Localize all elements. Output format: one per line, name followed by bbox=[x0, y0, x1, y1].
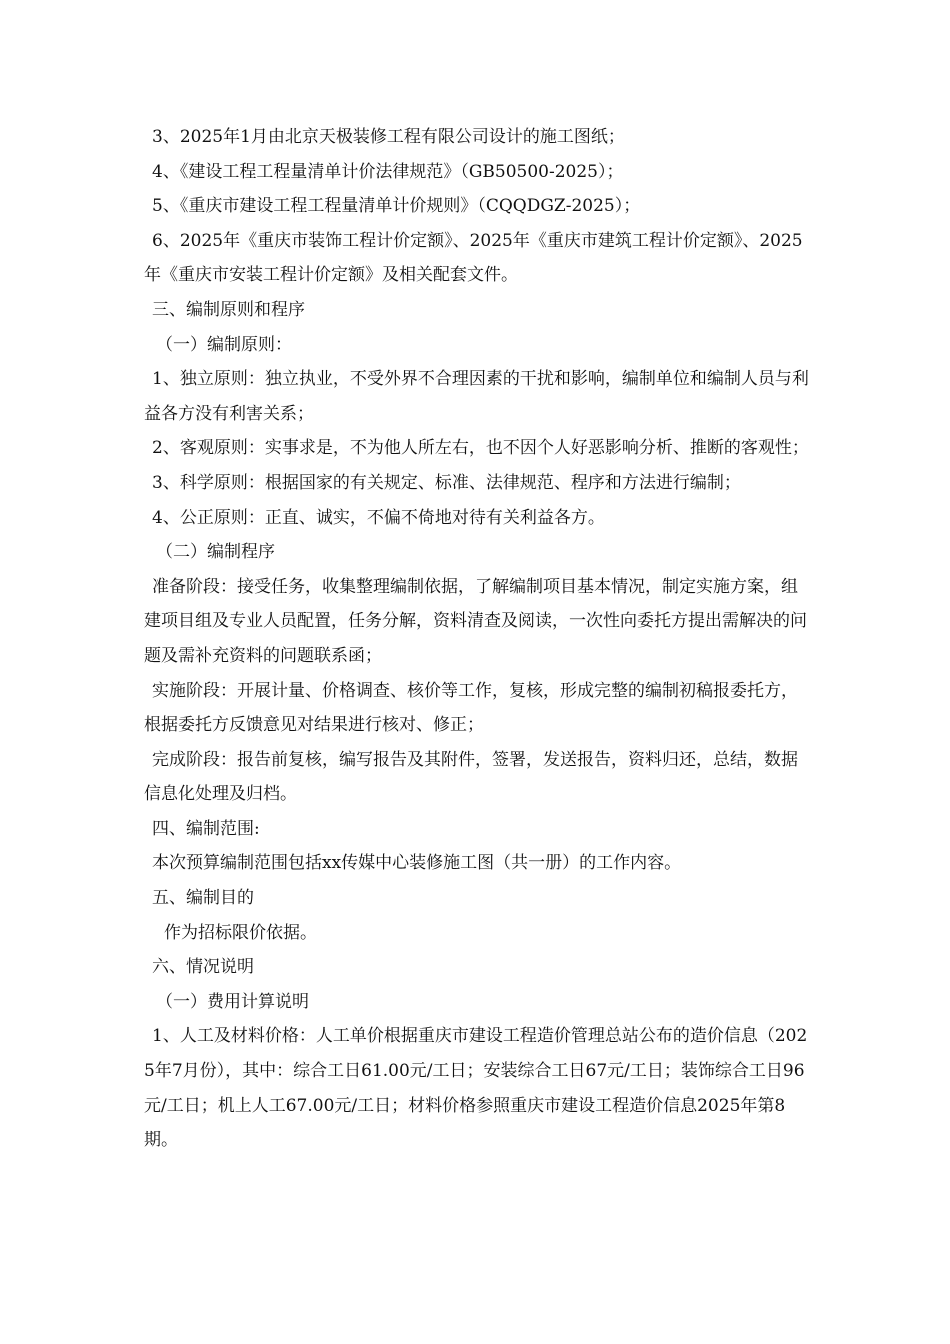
heading-principles-procedure: 三、编制原则和程序 bbox=[152, 299, 305, 320]
paragraph-basis-5: 5、《重庆市建设工程工程量清单计价规则》（CQQDGZ-2025）； bbox=[152, 196, 641, 217]
paragraph-principle-2: 2、客观原则：实事求是，不为他人所左右，也不因个人好恶影响分析、推断的客观性； bbox=[152, 438, 809, 459]
heading-scope: 四、编制范围: bbox=[152, 818, 260, 839]
subheading-principles: （一）编制原则： bbox=[156, 334, 292, 355]
subheading-procedure: （二）编制程序 bbox=[156, 542, 275, 563]
paragraph-stage-prepare: 准备阶段：接受任务，收集整理编制依据，了解编制项目基本情况，制定实施方案，组建项目组及专业人员配置，任务分解，资料清查及阅读，一次性向委托方提出需解决的问题及需补充资料的问题联系函； bbox=[144, 576, 807, 666]
paragraph-basis-6: 6、2025年《重庆市装饰工程计价定额》、2025年《重庆市建筑工程计价定额》、2025年《重庆市安装工程计价定额》及相关配套文件。 bbox=[144, 230, 803, 286]
heading-purpose: 五、编制目的 bbox=[152, 888, 254, 909]
paragraph-basis-4: 4、《建设工程工程量清单计价法律规范》（GB50500-2025）； bbox=[152, 161, 624, 182]
paragraph-principle-3: 3、科学原则：根据国家的有关规定、标准、法律规范、程序和方法进行编制； bbox=[152, 472, 741, 493]
paragraph-stage-implement: 实施阶段：开展计量、价格调查、核价等工作，复核，形成完整的编制初稿报委托方，根据委托方反馈意见对结果进行核对、修正； bbox=[144, 680, 798, 736]
paragraph-principle-4: 4、公正原则：正直、诚实，不偏不倚地对待有关利益各方。 bbox=[152, 507, 605, 528]
heading-situation: 六、情况说明 bbox=[152, 957, 254, 978]
document-body bbox=[144, 120, 814, 1158]
paragraph-labor-material: 1、人工及材料价格：人工单价根据重庆市建设工程造价管理总站公布的造价信息（2025年7月份），其中：综合工日61.00元/工日；安装综合工日67元/工日；装饰综合工日96元/工日；机上人工67.00元/工日；材料价格参照重庆市建设工程造价信息2025年第8期。 bbox=[144, 1026, 808, 1151]
paragraph-scope: 本次预算编制范围包括xx传媒中心装修施工图（共一册）的工作内容。 bbox=[152, 853, 682, 874]
paragraph-stage-complete: 完成阶段：报告前复核，编写报告及其附件，签署，发送报告，资料归还，总结，数据信息化处理及归档。 bbox=[144, 749, 798, 805]
paragraph-principle-1: 1、独立原则：独立执业，不受外界不合理因素的干扰和影响，编制单位和编制人员与利益各方没有利害关系； bbox=[144, 369, 809, 424]
paragraph-purpose: 作为招标限价依据。 bbox=[164, 922, 317, 943]
subheading-fee-calc: （一）费用计算说明 bbox=[156, 991, 309, 1012]
paragraph-basis-3: 3、2025年1月由北京天极装修工程有限公司设计的施工图纸； bbox=[152, 127, 625, 147]
